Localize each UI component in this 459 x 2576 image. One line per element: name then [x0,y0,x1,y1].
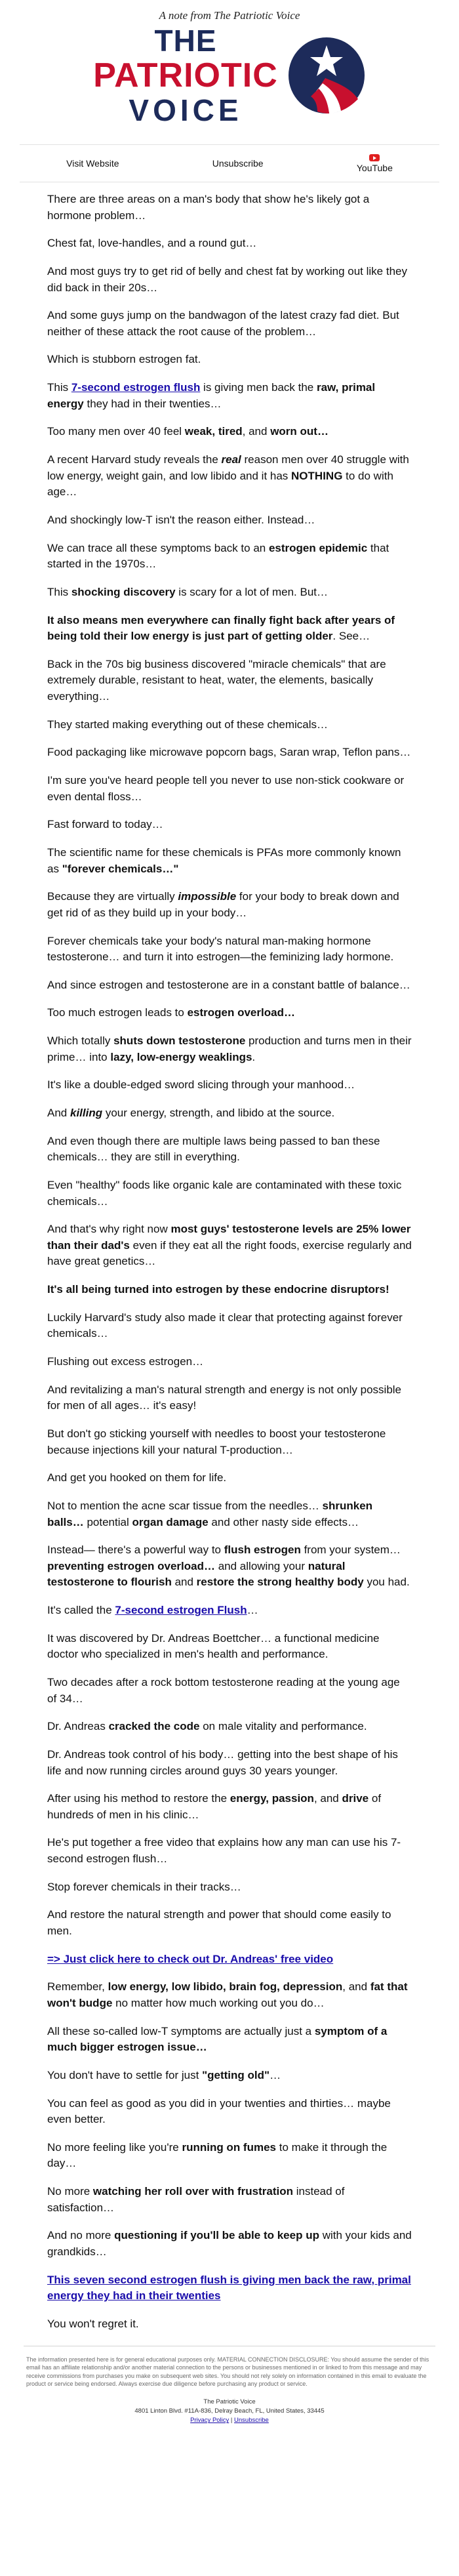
body-paragraph [47,192,412,224]
body-text-span: to make it through the day… [47,2140,388,2170]
body-text-span: reason men over 40 struggle with low energy, weight gain, and low libido and it has [47,453,409,482]
body-text-span: production and turns men in their prime… into [47,1034,412,1063]
body-text-span: They started making everything out of these chemicals… [47,718,329,731]
body-text-span: , and [313,1792,342,1805]
body-text-span: Too many men over 40 feel [47,425,185,438]
body-text-span: It's like a double-edged sword slicing through your manhood… [47,1078,355,1092]
body-paragraph [47,584,412,601]
youtube-label: YouTube [356,162,393,173]
privacy-policy-link[interactable]: Privacy Policy [190,2417,230,2424]
logo-line-3: VOICE [129,93,243,127]
body-text-span: Back in the 70s big business discovered "miracle chemicals" that are extremely durable, resistant to heat, water, the elements, basically everything… [47,657,386,703]
body-paragraph [47,977,412,994]
emphasis-text: killing [70,1106,103,1119]
body-paragraph [47,2068,412,2084]
bold-text: natural testosterone to flourish [47,1559,346,1589]
body-paragraph [47,1105,412,1122]
body-link[interactable]: This seven second estrogen flush is giving men back the raw, primal energy they had in their twenties [47,2273,411,2302]
body-text-span: no matter how much working out you do… [112,1996,325,2009]
body-text-span: potential [83,1515,132,1528]
body-text-span: And get you hooked on them for life. [47,1471,227,1484]
email-navbar [20,144,439,182]
body-text-span: There are three areas on a man's body that show he's likely got a hormone problem… [47,193,370,222]
body-paragraph [47,717,412,733]
body-paragraph [47,2272,412,2304]
body-link[interactable]: 7-second estrogen flush [71,381,201,394]
body-paragraph [47,889,412,921]
body-text-span: And some guys jump on the bandwagon of the latest crazy fad diet. But neither of these attack the root cause of the problem… [47,309,399,338]
body-text-span: The scientific name for these chemicals is PFAs more commonly known as [47,846,401,875]
bold-text: raw, primal energy [47,381,376,410]
body-text-span: Luckily Harvard's study also made it clear that protecting against forever chemicals… [47,1311,403,1340]
bold-text: cracked the code [108,1720,200,1733]
bold-text: shocking discovery [71,585,176,598]
visit-website-link[interactable]: Visit Website [66,158,119,169]
body-text-span: on male vitality and performance. [199,1720,367,1733]
emphasis-text: impossible [178,890,237,903]
bold-text: lazy, low-energy weaklings [110,1050,252,1063]
email-footer [0,2398,459,2435]
bold-text: restore the strong healthy body [196,1576,364,1589]
bold-text: watching her roll over with frustration [92,2185,294,2198]
footer-links [0,2416,459,2425]
body-paragraph [47,352,412,368]
body-paragraph [47,1077,412,1094]
bold-text: "getting old" [202,2068,270,2081]
body-text-span: Dr. Andreas took control of his body… getting into the best shape of his life and now running circles around guys 30 years younger. [47,1748,398,1777]
bold-text: running on fumes [182,2140,276,2154]
body-paragraph [47,1426,412,1458]
body-paragraph [47,1310,412,1342]
footer-link-separator: | [229,2417,235,2424]
body-paragraph [47,1675,412,1707]
body-text-span: of hundreds of men in his clinic… [47,1792,382,1821]
body-text-span: Remember, [47,1980,108,1993]
body-text-span: … [247,1604,258,1617]
bold-text: It also means men everywhere can finally fight back after years of being told their low energy is just part of getting older [47,613,395,643]
body-text-span: Too much estrogen leads to [47,1006,188,1019]
body-text-span: And since estrogen and testosterone are in a constant battle of balance… [47,978,410,991]
body-paragraph [47,264,412,296]
body-paragraph [47,1952,412,1968]
body-paragraph [47,1221,412,1270]
body-text-span: … [269,2068,281,2081]
bold-text: flush estrogen [224,1544,301,1557]
body-paragraph [47,613,412,645]
body-text-span: instead of satisfaction… [47,2185,345,2214]
body-text-span: You won't regret it. [47,2317,139,2330]
body-paragraph [47,452,412,501]
body-paragraph [47,1033,412,1065]
body-paragraph [47,817,412,833]
body-paragraph [47,1747,412,1779]
body-paragraph [47,1005,412,1021]
bold-text: shrunken balls… [47,1499,373,1528]
body-text-span: is scary for a lot of men. But… [175,585,328,598]
body-text-span: they had in their twenties… [83,397,222,410]
body-text-span: from your system… [300,1544,401,1557]
body-paragraph [47,2184,412,2216]
unsubscribe-link[interactable]: Unsubscribe [212,158,264,169]
bold-text: drive [342,1792,369,1805]
body-paragraph [47,424,412,440]
body-text-span: No more feeling like you're [47,2140,182,2154]
body-text-span: your energy, strength, and libido at the source. [102,1106,335,1119]
body-text-span: We can trace all these symptoms back to an [47,541,269,554]
body-text-span: is giving men back the [200,381,317,394]
bold-text: "forever chemicals…" [62,862,179,875]
body-text-span: Which totally [47,1034,114,1048]
body-link[interactable]: 7-second estrogen Flush [115,1604,247,1617]
body-text-span: Dr. Andreas [47,1720,109,1733]
body-paragraph [47,1719,412,1735]
body-text-span: you had. [363,1576,410,1589]
body-paragraph [47,1354,412,1370]
body-text-span: Which is stubborn estrogen fat. [47,353,201,366]
body-paragraph [47,933,412,966]
body-paragraph [47,512,412,529]
body-paragraph [47,657,412,705]
bold-text: estrogen overload… [187,1006,295,1019]
body-text-span: You don't have to settle for just [47,2068,203,2081]
body-paragraph [47,745,412,761]
body-paragraph [47,1791,412,1823]
bold-text: worn out… [270,425,329,438]
body-text-span: This [47,381,71,394]
bold-text: estrogen epidemic [268,541,368,554]
body-paragraph [47,1134,412,1166]
body-text-span: No more [47,2185,93,2198]
body-text-span: and allowing your [215,1559,308,1572]
body-text-span: You can feel as good as you did in your twenties and thirties… maybe even better. [47,2096,391,2126]
body-paragraph [47,380,412,412]
body-text-span: He's put together a free video that explains how any man can use his 7-second estrogen flush… [47,1836,401,1866]
body-paragraph [47,2228,412,2260]
body-text-span: It was discovered by Dr. Andreas Boettcher… a functional medicine doctor who specialized in men's health and performance. [47,1631,380,1661]
body-text-span: Stop forever chemicals in their tracks… [47,1880,241,1893]
body-paragraph [47,845,412,877]
body-text-span: This [47,585,71,598]
body-text-span: And restore the natural strength and power that should come easily to men. [47,1908,391,1938]
bold-text: symptom of a much bigger estrogen issue… [47,2024,388,2054]
body-text-span: And no more [47,2229,115,2242]
youtube-icon [369,154,380,161]
body-text-span: And even though there are multiple laws being passed to ban these chemicals… they are still in everything. [47,1134,380,1164]
logo-line-2: PATRIOTIC [93,56,278,94]
body-paragraph [47,1631,412,1663]
bold-text: weak, tired [184,425,243,438]
body-text-span: Because they are virtually [47,890,178,903]
bold-text: low energy, low libido, brain fog, depression [108,1980,343,1993]
body-text-span: that started in the 1970s… [47,541,389,571]
body-text-span: Chest fat, love-handles, and a round gut… [47,237,257,250]
body-link[interactable]: => Just click here to check out Dr. Andreas' free video [47,1952,334,1965]
youtube-link[interactable] [357,154,393,173]
body-paragraph [47,773,412,805]
bold-text: preventing estrogen overload… [47,1559,215,1572]
body-paragraph [47,1603,412,1619]
body-paragraph [47,1470,412,1486]
body-text-span: , and [242,425,271,438]
body-paragraph [47,308,412,340]
body-paragraph [47,2316,412,2333]
bold-text: organ damage [132,1515,209,1528]
tagline: A note from The Patriotic Voice [159,9,300,22]
logo-wordmark [93,26,278,125]
body-paragraph [47,1382,412,1414]
body-text-span: Fast forward to today… [47,818,163,831]
body-text-span: It's called the [47,1604,115,1617]
body-text-span: for your body to break down and get rid of as they build up in your body… [47,890,399,919]
body-text-span: . [252,1050,256,1063]
disclaimer-text: The information presented here is for general educational purposes only. MATERIAL CONNECTION DISCLOSURE: You should assume the sender of this email has an affiliate relationship and/or another material connection to the persons or businesses mentioned in or linked to from this message and may receive commissions from purchases you make on subsequent web sites. You should not rely solely on information contained in this email to evaluate the product or service being endorsed. Always exercise due diligence before purchasing any product or service. [26,2356,429,2388]
body-text-span: Two decades after a rock bottom testosterone reading at the young age of 34… [47,1676,400,1705]
body-text-span: with your kids and grandkids… [47,2229,412,2259]
body-text-span: And shockingly low-T isn't the reason either. Instead… [47,513,315,526]
body-paragraph [47,1498,412,1530]
bold-text: most guys' testosterone levels are 25% lower than their dad's [47,1223,411,1252]
footer-sender-name: The Patriotic Voice [203,2398,256,2405]
body-text-span: Flushing out excess estrogen… [47,1355,204,1368]
body-text-span: Instead— there's a powerful way to [47,1544,224,1557]
body-text-span: I'm sure you've heard people tell you never to use non-stick cookware or even dental floss… [47,774,405,803]
bold-text: energy, passion [230,1792,314,1805]
footer-unsubscribe-link[interactable]: Unsubscribe [234,2417,269,2424]
patriotic-voice-logo [0,26,459,125]
body-paragraph [47,1835,412,1867]
body-paragraph [47,1907,412,1939]
body-text-span: . See… [332,630,370,643]
body-text-span: After using his method to restore the [47,1792,230,1805]
flag-circle-icon [287,36,366,115]
footer-address: 4801 Linton Blvd. #11A-836, Delray Beach, FL, United States, 33445 [134,2407,325,2415]
body-text-span: And revitalizing a man's natural strength and energy is not only possible for men of all ages… it's easy! [47,1383,401,1412]
bold-text: questioning if you'll be able to keep up [114,2229,319,2242]
body-paragraph [47,1979,412,2011]
body-text-span: , and [342,1980,370,1993]
body-paragraph [47,1542,412,1591]
logo-line-1: THE [154,24,217,58]
body-text-span: But don't go sticking yourself with needles to boost your testosterone because injections kill your natural T-production… [47,1427,386,1456]
body-paragraph [47,2140,412,2172]
body-text-span: and [171,1576,197,1589]
body-text-span: Even "healthy" foods like organic kale are contaminated with these toxic chemicals… [47,1178,402,1208]
emphasis-text: real [221,453,241,466]
body-text-span: And that's why right now [47,1223,171,1236]
bold-text: shuts down testosterone [113,1034,246,1048]
body-text-span: Forever chemicals take your body's natural man-making hormone testosterone… and turn it into estrogen—the feminizing lady hormone. [47,934,394,964]
body-paragraph [47,235,412,252]
bold-text: fat that won't budge [47,1980,408,2009]
body-text-span: And most guys try to get rid of belly and chest fat by working out like they did back in their 20s… [47,264,407,294]
body-text-span: A recent Harvard study reveals the [47,453,222,466]
body-text-span: Food packaging like microwave popcorn bags, Saran wrap, Teflon pans… [47,746,411,759]
body-text-span: to do with age… [47,469,393,499]
body-text-span: and other nasty side effects… [208,1515,359,1528]
body-text-span: Not to mention the acne scar tissue from the needles… [47,1499,323,1512]
body-text-span: even if they eat all the right foods, exercise regularly and have great genetics… [47,1238,412,1268]
body-text-span: And [47,1106,70,1119]
body-paragraph [47,1177,412,1210]
body-paragraph [47,2024,412,2056]
bold-text: NOTHING [291,469,343,482]
body-paragraph [47,2096,412,2128]
body-text-span: All these so-called low-T symptoms are actually just a [47,2024,315,2037]
body-paragraph [47,1282,412,1298]
body-paragraph [47,1879,412,1896]
bold-text: It's all being turned into estrogen by these endocrine disruptors! [47,1283,389,1296]
body-paragraph [47,541,412,573]
email-body [0,182,459,2333]
